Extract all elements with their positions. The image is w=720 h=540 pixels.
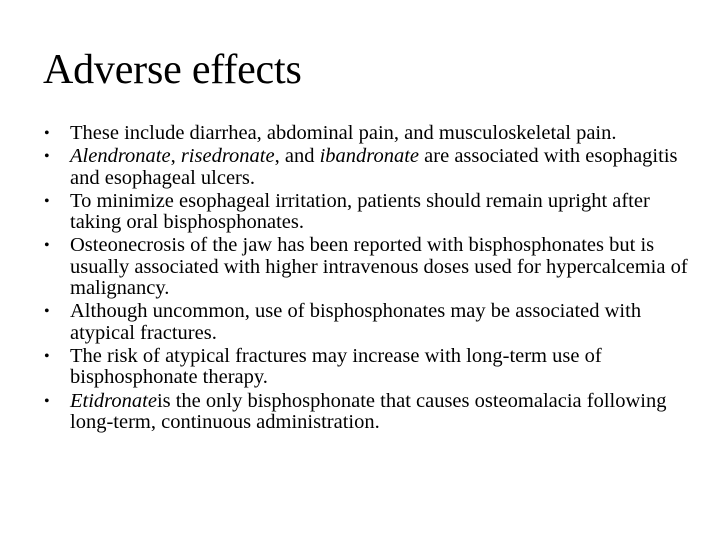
bullet-text: The risk of atypical fractures may increase with long-term use of bisphosphonate therapy. xyxy=(70,344,602,389)
bullet-item xyxy=(44,391,694,434)
bullet-text: These include diarrhea, abdominal pain, and musculoskeletal pain. xyxy=(70,122,617,144)
bullet-text: Although uncommon, use of bisphosphonates may be associated with atypical fractures. xyxy=(70,300,642,344)
bullet-item xyxy=(44,191,694,234)
bullet-list xyxy=(44,123,694,435)
bullet-item xyxy=(44,235,694,300)
bullet-text: , xyxy=(170,145,181,168)
bullet-dot-icon: • xyxy=(44,148,50,166)
bullet-dot-icon: • xyxy=(44,347,50,365)
bullet-dot-icon: • xyxy=(44,237,50,255)
bullet-dot-icon: • xyxy=(44,125,50,142)
bullet-text: are associated with esophagitis and esophageal ulcers. xyxy=(70,145,678,189)
bullet-text-italic: ibandronate xyxy=(319,145,420,168)
bullet-text-italic: Etidronate xyxy=(70,389,157,412)
bullet-text-italic: risedronate xyxy=(180,145,275,168)
bullet-dot-icon: • xyxy=(44,392,50,410)
slide-title: Adverse effects xyxy=(43,47,302,93)
bullet-text: , and xyxy=(274,145,320,168)
bullet-item xyxy=(44,346,694,389)
bullet-text: To minimize esophageal irritation, patients should remain upright after taking oral bisphosphonates. xyxy=(70,189,650,234)
bullet-item xyxy=(44,301,694,344)
bullet-item xyxy=(44,146,694,189)
bullet-text-italic: Alendronate xyxy=(70,145,171,168)
bullet-dot-icon: • xyxy=(44,303,50,321)
bullet-item xyxy=(44,123,694,145)
bullet-text: Osteonecrosis of the jaw has been reported with bisphosphonates but is usually associated with higher intravenous doses used for hypercalcemia of malignancy. xyxy=(70,234,688,300)
bullet-text: is the only bisphosphonate that causes osteomalacia following long-term, continuous administration. xyxy=(70,389,667,434)
bullet-dot-icon: • xyxy=(44,192,50,210)
